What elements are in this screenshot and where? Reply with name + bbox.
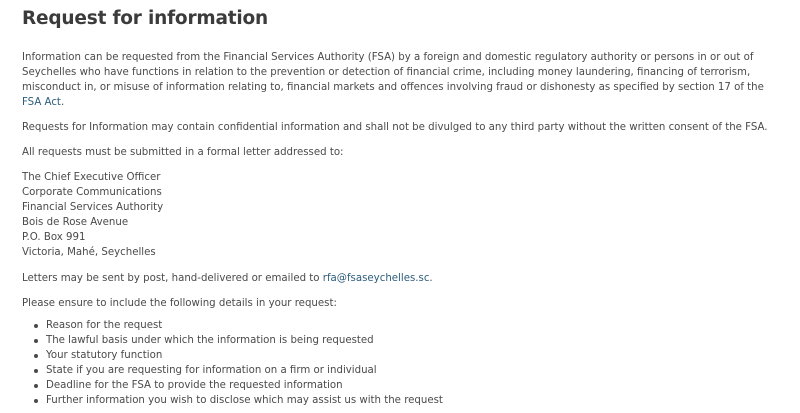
details-list [22, 318, 782, 408]
details-intro: Please ensure to include the following details in your request: [22, 298, 337, 309]
list-item: State if you are requesting for information on a firm or individual [32, 363, 782, 378]
intro-paragraph [22, 50, 782, 110]
address-line: The Chief Executive Officer [22, 172, 161, 183]
address-line: Bois de Rose Avenue [22, 217, 129, 228]
fsa-act-link[interactable]: FSA Act [22, 97, 61, 108]
list-item: Further information you wish to disclose which may assist us with the request [32, 393, 782, 408]
address-line: Corporate Communications [22, 187, 162, 198]
intro-text: Information can be requested from the Financial Services Authority (FSA) by a foreign and domestic regulatory authority or persons in or out of Seychelles who have functions in relation to the prevention or detection of financial crime, including money laundering, financing of terrorism, misconduct in, or misuse of information relating to, financial markets and offences involving fraud or dishonesty as specified by section 17 of the [22, 52, 764, 93]
email-link[interactable]: rfa@fsaseychelles.sc [322, 273, 430, 284]
address-line: P.O. Box 991 [22, 232, 86, 243]
list-item: Deadline for the FSA to provide the requested information [32, 378, 782, 393]
submission-paragraph: All requests must be submitted in a formal letter addressed to: [22, 147, 344, 158]
list-item: Your statutory function [32, 348, 782, 363]
page-title: Request for information [22, 8, 268, 29]
address-line: Victoria, Mahé, Seychelles [22, 247, 156, 258]
intro-text-end: . [60, 97, 65, 108]
list-item: The lawful basis under which the information is being requested [32, 333, 782, 348]
confidential-paragraph: Requests for Information may contain confidential information and shall not be divulged to any third party without the written consent of the FSA. [22, 122, 768, 133]
address-line: Financial Services Authority [22, 202, 164, 213]
list-item: Reason for the request [32, 318, 782, 333]
letters-paragraph [22, 271, 782, 286]
letters-text: Letters may be sent by post, hand-delivered or emailed to [22, 273, 323, 284]
postal-address [22, 170, 782, 260]
main-content [22, 50, 782, 408]
letters-text-end: . [429, 273, 433, 284]
